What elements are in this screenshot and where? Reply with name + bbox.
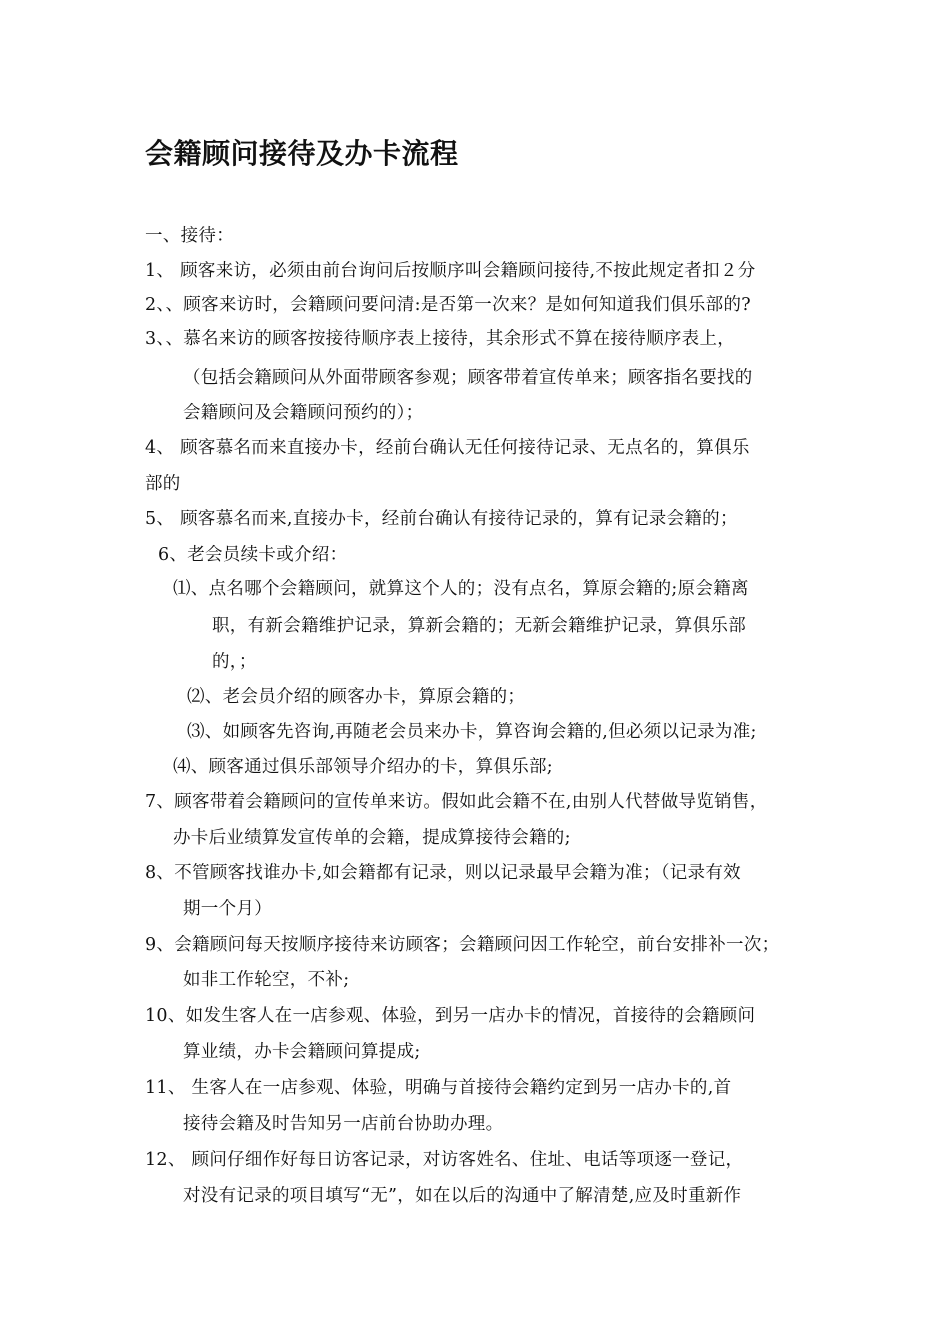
paragraph-line: 2、、顾客来访时，会籍顾问要问清:是否第一次来？是如何知道我们俱乐部的? [145, 295, 751, 315]
section-heading: 一、接待： [145, 226, 234, 246]
paragraph-line: 办卡后业绩算发宣传单的会籍，提成算接待会籍的; [173, 828, 571, 848]
paragraph-line: ⑷、顾客通过俱乐部领导介绍办的卡，算俱乐部; [173, 757, 553, 777]
paragraph-line: 的，； [212, 652, 257, 672]
paragraph-line: 如非工作轮空，不补; [183, 970, 350, 990]
paragraph-line: 7、顾客带着会籍顾问的宣传单来访。假如此会籍不在,由别人代替做导览销售， [145, 792, 768, 812]
paragraph-line: ⑵、老会员介绍的顾客办卡，算原会籍的； [187, 687, 526, 707]
paragraph-line: 接待会籍及时告知另一店前台协助办理。 [183, 1114, 504, 1134]
paragraph-line: 11、 生客人在一店参观、体验，明确与首接待会籍约定到另一店办卡的,首 [145, 1078, 732, 1098]
paragraph-line: 4、 顾客慕名而来直接办卡，经前台确认无任何接待记录、无点名的，算俱乐 [145, 438, 750, 458]
paragraph-line: 会籍顾问及会籍顾问预约的）； [183, 403, 424, 423]
document-title: 会籍顾问接待及办卡流程 [145, 137, 459, 170]
paragraph-line: 3、、慕名来访的顾客按接待顺序表上接待，其余形式不算在接待顺序表上， [145, 329, 736, 349]
paragraph-line: 算业绩，办卡会籍顾问算提成; [183, 1042, 421, 1062]
paragraph-line: 期一个月） [183, 899, 272, 919]
paragraph-line: 5、 顾客慕名而来,直接办卡，经前台确认有接待记录的，算有记录会籍的； [145, 509, 738, 529]
paragraph-line: 职，有新会籍维护记录，算新会籍的；无新会籍维护记录，算俱乐部 [212, 616, 746, 636]
paragraph-line: 对没有记录的项目填写“无”，如在以后的沟通中了解清楚,应及时重新作 [183, 1186, 742, 1206]
paragraph-line: （包括会籍顾问从外面带顾客参观；顾客带着宣传单来；顾客指名要找的 [183, 368, 753, 388]
paragraph-line: 8、不管顾客找谁办卡,如会籍都有记录，则以记录最早会籍为准；（记录有效 [145, 863, 741, 883]
paragraph-line: 9、会籍顾问每天按顺序接待来访顾客；会籍顾问因工作轮空，前台安排补一次； [145, 935, 780, 955]
paragraph-line: 部的 [145, 474, 181, 494]
paragraph-line: 12、 顾问仔细作好每日访客记录，对访客姓名、住址、电话等项逐一登记， [145, 1150, 744, 1170]
paragraph-line: ⑴、点名哪个会籍顾问，就算这个人的；没有点名，算原会籍的;原会籍离 [173, 579, 749, 599]
paragraph-line: 6、老会员续卡或介绍： [158, 545, 348, 565]
paragraph-line: ⑶、如顾客先咨询,再随老会员来办卡，算咨询会籍的,但必须以记录为准; [187, 722, 757, 742]
paragraph-line: 10、如发生客人在一店参观、体验，到另一店办卡的情况，首接待的会籍顾问 [145, 1006, 756, 1026]
paragraph-line: 1、 顾客来访，必须由前台询问后按顺序叫会籍顾问接待,不按此规定者扣２分 [145, 261, 756, 281]
